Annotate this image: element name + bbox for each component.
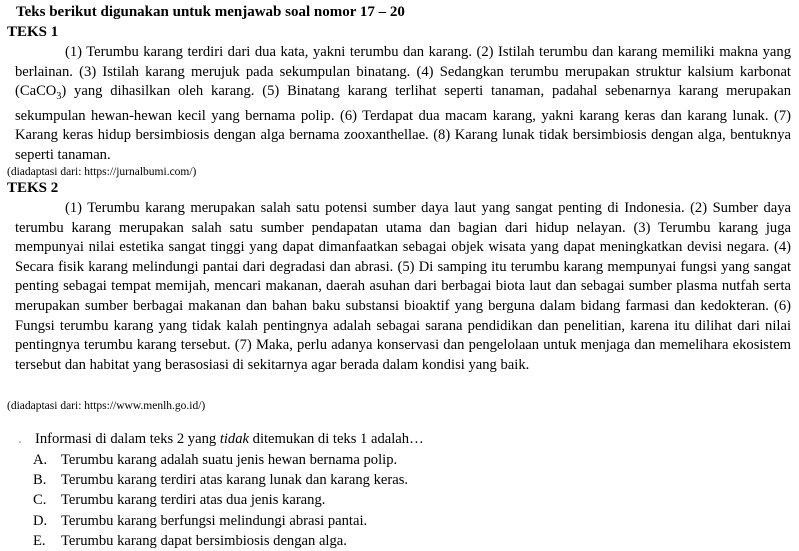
question-bullet: .	[18, 431, 22, 447]
teks1-label: TEKS 1	[7, 24, 59, 40]
option-text: Terumbu karang adalah suatu jenis hewan bernama polip.	[61, 452, 398, 468]
teks1-paragraph	[15, 43, 791, 165]
option-text: Terumbu karang dapat bersimbiosis dengan alga.	[61, 532, 347, 549]
teks1-source: (diadaptasi dari: https://jurnalbumi.com/)	[7, 166, 197, 178]
question-suffix: ditemukan di teks 1 adalah…	[249, 431, 424, 447]
question-stem	[35, 430, 424, 449]
option-text: Terumbu karang terdiri atas dua jenis karang.	[61, 492, 326, 509]
teks1-formula-subscript: 3	[56, 91, 62, 103]
option-text: Terumbu karang terdiri atas karang lunak dan karang keras.	[61, 472, 409, 489]
option-d[interactable]	[33, 511, 408, 531]
option-letter: D.	[33, 512, 48, 529]
section-heading: Teks berikut digunakan untuk menjawab soal nomor 17 – 20	[16, 4, 405, 20]
option-letter: A.	[33, 452, 48, 468]
teks2-label: TEKS 2	[7, 180, 59, 196]
option-e[interactable]	[33, 531, 408, 551]
option-letter: B.	[33, 472, 47, 489]
teks2-paragraph: (1) Terumbu karang merupakan salah satu potensi sumber daya laut yang sangat penting di Indonesia. (2) Sumber daya terumbu karang merupakan salah satu sumber pendapatan utama dan bagian dari hidup nelayan. (3) Terumbu karang juga mempunyai nilai estetika sangat tinggi yang dapat dimanfaatkan sebagai objek wisata yang dapat meningkatkan devisi negara. (4) Secara fisik karang melindungi pantai dari degradasi dan abrasi. (5) Di samping itu terumbu karang mempunyai fungsi yang sangat penting sebagai tempat memijah, mencari makanan, daerah asuhan dari berbagai biota laut dan sebagai sumber plasma nutfah serta merupakan sumber berbagai makanan dan bahan baku substansi bioaktif yang berguna dalam bidang farmasi dan kedokteran. (6) Fungsi terumbu karang yang tidak kalah pentingnya adalah sebagai sarana pendidikan dan penelitian, karena itu dilihat dari nilai pentingnya terumbu karang tersebut. (7) Maka, perlu adanya konservasi dan pengelolaan untuk menjaga dan memelihara ekosistem tersebut dan habitat yang berasosiasi di sekitarnya agar berada dalam kondisi yang baik.	[15, 200, 791, 373]
option-b[interactable]	[33, 470, 408, 490]
option-letter: E.	[33, 532, 46, 549]
teks1-text-part2: ) yang dihasilkan oleh karang. (5) Binatang karang terlihat seperti tanaman, padahal sebenarnya karang merupakan sekumpulan hewan-hewan kecil yang bernama polip. (6) Terdapat dua macam karang, yakni karang keras dan karang lunak. (7) Karang keras hidup bersimbiosis dengan alga bernama zooxanthellae. (8) Karang lunak tidak bersimbiosis dengan alga, bentuknya seperti tanaman.	[15, 83, 791, 163]
option-letter: C.	[33, 492, 47, 509]
teks1-text-part1: (1) Terumbu karang terdiri dari dua kata, yakni terumbu dan karang. (2) Istilah terumbu dan karang memiliki makna yang berlainan. (3) Istilah karang merujuk pada sekumpulan binatang. (4) Sedangkan terumbu merupakan struktur kalsium karbonat (CaCO	[15, 44, 791, 100]
question-emphasis: tidak	[219, 431, 249, 447]
option-c[interactable]	[33, 490, 408, 510]
option-a[interactable]	[33, 450, 408, 470]
option-text: Terumbu karang berfungsi melindungi abrasi pantai.	[61, 512, 368, 529]
teks2-source: (diadaptasi dari: https://www.menlh.go.id/)	[7, 400, 206, 412]
answer-options	[33, 450, 408, 551]
question-prefix: Informasi di dalam teks 2 yang	[35, 431, 220, 447]
